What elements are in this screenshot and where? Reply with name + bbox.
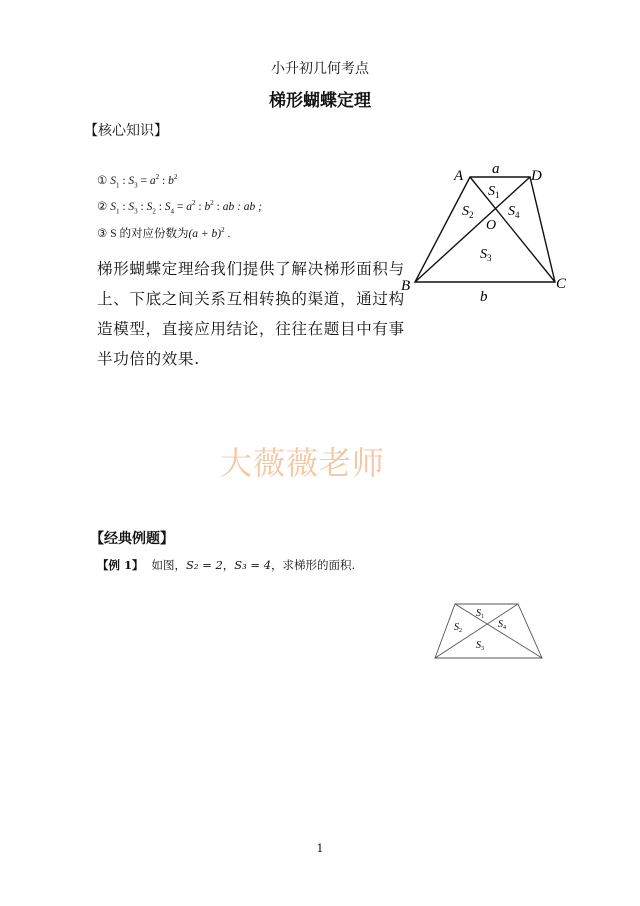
formula-3-sup: 2 [221,226,225,235]
formula-1-b: b [168,175,174,187]
core-paragraph: 梯形蝴蝶定理给我们提供了解决梯形面积与上、下底之间关系互相转换的渠道，通过构造模型，直接应用结论，往往在题目中有事半功倍的效果. [97,260,405,368]
region-s2-label: $S_2$ [462,204,474,220]
formula-1-sub3: 3 [134,181,138,190]
example-trapezoid-diagram [430,598,550,664]
example-region-s4-label: $S_4$ [498,619,506,631]
example-diagonal-1 [455,604,542,658]
example-region-s1-label: $S_1$ [476,608,484,620]
region-s1-label: $S_1$ [488,184,500,200]
formula-1-s1: S [110,175,116,187]
trapezoid-diagram [390,155,580,305]
example-1 [97,557,355,573]
section-heading-core-knowledge: 【核心知识】 [84,123,168,139]
example-1-sep: ， [222,558,235,572]
vertex-d-label: D [531,168,542,184]
formula-3-pre: S 的对应份数为 [110,228,189,240]
center-o-label: O [486,218,497,233]
example-1-cond1: S₂ = 2 [186,558,223,572]
example-1-cond2: S₃ = 4 [234,558,272,572]
formula-2-rest: ab : ab ; [222,201,262,213]
example-region-s3-label: $S_3$ [476,640,484,652]
formula-1-colon: : [119,175,129,187]
vertex-c-label: C [556,276,567,292]
example-region-s2-label: $S_2$ [454,622,462,634]
top-side-label: a [492,161,500,177]
formula-3-mark: ③ [97,228,108,240]
example-1-label: 【例 1】 [97,558,144,572]
formula-1: ① $S_1$ : $S_3 = a^2$ : $b^2$ [97,173,178,190]
example-trapezoid-outline [435,604,542,658]
formula-1-sup-b: 2 [173,173,178,182]
formula-2-mark: ② [97,201,108,213]
bottom-side-label: b [480,289,488,305]
vertex-a-label: A [454,168,464,184]
watermark-text: 大薇薇老师 [220,444,386,482]
section-heading-examples: 【经典例题】 [90,531,174,547]
formula-2: ② $S_1$ : $S_3$ : $S_2$ : $S_4 = a^2$ : $b^2$ : ab : ab ; [97,199,262,216]
formula-1-mark: ① [97,175,108,187]
formula-1-a: a [149,175,156,187]
page-number: 1 [316,842,324,855]
formula-1-s3: S [128,175,135,187]
example-1-text-post: ，求梯形的面积. [271,558,356,572]
formula-1-eq: = [137,175,150,187]
header-category: 小升初几何考点 [271,61,369,77]
formula-1-sub1: 1 [115,181,120,190]
formula-3 [97,225,230,241]
vertex-b-label: B [401,278,411,294]
formula-3-post: . [224,228,231,240]
region-s4-label: $S_4$ [508,204,520,220]
page-title: 梯形蝴蝶定理 [269,91,371,111]
example-1-text-pre: 如图， [151,558,187,572]
formula-1-sup-a: 2 [155,173,160,182]
formula-3-expr: (a + b) [188,228,222,240]
trapezoid-outline [415,177,555,282]
region-s3-label: $S_3$ [480,247,492,263]
